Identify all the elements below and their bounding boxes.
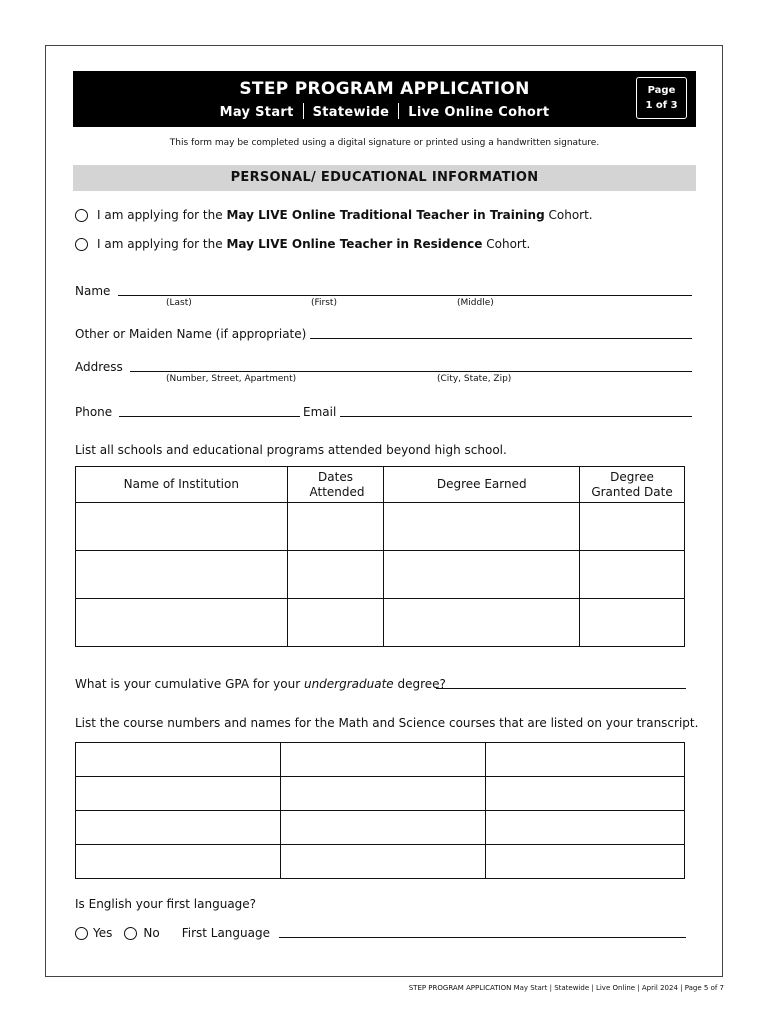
cohort-prefix: I am applying for the	[97, 208, 227, 222]
table-cell[interactable]	[76, 551, 288, 599]
gpa-suffix: degree?	[393, 677, 446, 691]
table-cell[interactable]	[287, 503, 384, 551]
cohort-option-text	[97, 208, 593, 222]
page-footer: STEP PROGRAM APPLICATION May Start | Statewide | Live Online | April 2024 | Page 5 of 7	[408, 984, 724, 992]
col-granted-text: Degree Granted Date	[591, 469, 673, 499]
table-cell[interactable]	[76, 845, 281, 879]
subtitle-scope: Statewide	[312, 105, 390, 120]
table-cell[interactable]	[280, 777, 486, 811]
table-cell[interactable]	[384, 503, 580, 551]
table-cell[interactable]	[76, 743, 281, 777]
table-cell[interactable]	[580, 599, 685, 647]
cohort-option-traditional[interactable]	[75, 208, 593, 222]
name-last-hint: (Last)	[166, 298, 192, 308]
cohort-suffix: Cohort.	[482, 237, 531, 251]
address-label: Address	[75, 360, 123, 374]
table-row	[76, 743, 685, 777]
radio-residence[interactable]	[75, 238, 88, 251]
table-cell[interactable]	[580, 503, 685, 551]
page-label: Page	[647, 85, 676, 96]
name-label: Name	[75, 284, 111, 298]
col-dates	[287, 467, 384, 503]
table-cell[interactable]	[280, 743, 486, 777]
subtitle-cohort: Live Online Cohort	[408, 105, 550, 120]
table-row	[76, 503, 685, 551]
table-cell[interactable]	[486, 811, 685, 845]
table-cell[interactable]	[486, 743, 685, 777]
address-input[interactable]	[130, 371, 692, 372]
table-cell[interactable]	[287, 599, 384, 647]
cohort-option-text	[97, 237, 530, 251]
table-cell[interactable]	[486, 845, 685, 879]
table-cell[interactable]	[580, 551, 685, 599]
gpa-question	[75, 677, 446, 691]
schools-table	[75, 466, 685, 647]
cohort-prefix: I am applying for the	[97, 237, 227, 251]
form-title: STEP PROGRAM APPLICATION	[239, 79, 530, 99]
table-cell[interactable]	[280, 811, 486, 845]
col-dates-text: Dates Attended	[309, 469, 365, 499]
cohort-option-residence[interactable]	[75, 237, 530, 251]
email-label: Email	[303, 405, 337, 419]
other-name-label: Other or Maiden Name (if appropriate)	[75, 327, 307, 341]
table-row	[76, 599, 685, 647]
name-first-hint: (First)	[311, 298, 337, 308]
table-cell[interactable]	[280, 845, 486, 879]
col-degree: Degree Earned	[384, 467, 580, 503]
first-language-input[interactable]	[279, 937, 686, 938]
signature-note: This form may be completed using a digital signature or printed using a handwritten signature.	[169, 138, 600, 148]
table-row	[76, 845, 685, 879]
gpa-emphasis: undergraduate	[303, 677, 394, 691]
table-row	[76, 551, 685, 599]
address-city-hint: (City, State, Zip)	[437, 374, 512, 384]
form-subtitle	[73, 103, 696, 120]
name-middle-hint: (Middle)	[457, 298, 494, 308]
table-cell[interactable]	[76, 503, 288, 551]
header-banner	[73, 71, 696, 127]
subtitle-divider	[303, 103, 304, 119]
subtitle-divider	[398, 103, 399, 119]
col-institution: Name of Institution	[76, 467, 288, 503]
gpa-prefix: What is your cumulative GPA for your	[75, 677, 304, 691]
table-cell[interactable]	[287, 551, 384, 599]
phone-label: Phone	[75, 405, 113, 419]
language-question: Is English your first language?	[75, 897, 257, 911]
courses-prompt: List the course numbers and names for the Math and Science courses that are listed on your transcript.	[75, 716, 699, 730]
col-granted	[580, 467, 685, 503]
table-cell[interactable]	[76, 777, 281, 811]
gpa-input[interactable]	[436, 688, 686, 689]
table-cell[interactable]	[76, 811, 281, 845]
first-language-label: First Language	[181, 926, 270, 940]
table-row	[76, 811, 685, 845]
name-input[interactable]	[118, 295, 692, 296]
address-street-hint: (Number, Street, Apartment)	[166, 374, 297, 384]
cohort-name: May LIVE Online Traditional Teacher in Training	[226, 208, 545, 222]
table-cell[interactable]	[76, 599, 288, 647]
radio-yes[interactable]	[75, 927, 88, 940]
other-name-input[interactable]	[310, 338, 692, 339]
page-indicator	[636, 77, 687, 119]
yes-label: Yes	[93, 926, 113, 940]
courses-table	[75, 742, 685, 879]
schools-header-row	[76, 467, 685, 503]
page-value: 1 of 3	[645, 100, 678, 111]
language-options	[75, 926, 270, 940]
email-input[interactable]	[340, 416, 692, 417]
cohort-suffix: Cohort.	[544, 208, 593, 222]
schools-prompt: List all schools and educational programs attended beyond high school.	[75, 443, 507, 457]
no-label: No	[143, 926, 160, 940]
table-row	[76, 777, 685, 811]
radio-traditional[interactable]	[75, 209, 88, 222]
cohort-name: May LIVE Online Teacher in Residence	[226, 237, 483, 251]
radio-no[interactable]	[124, 927, 137, 940]
section-title: PERSONAL/ EDUCATIONAL INFORMATION	[73, 165, 696, 191]
table-cell[interactable]	[384, 551, 580, 599]
phone-input[interactable]	[119, 416, 300, 417]
subtitle-start: May Start	[219, 105, 294, 120]
table-cell[interactable]	[486, 777, 685, 811]
table-cell[interactable]	[384, 599, 580, 647]
